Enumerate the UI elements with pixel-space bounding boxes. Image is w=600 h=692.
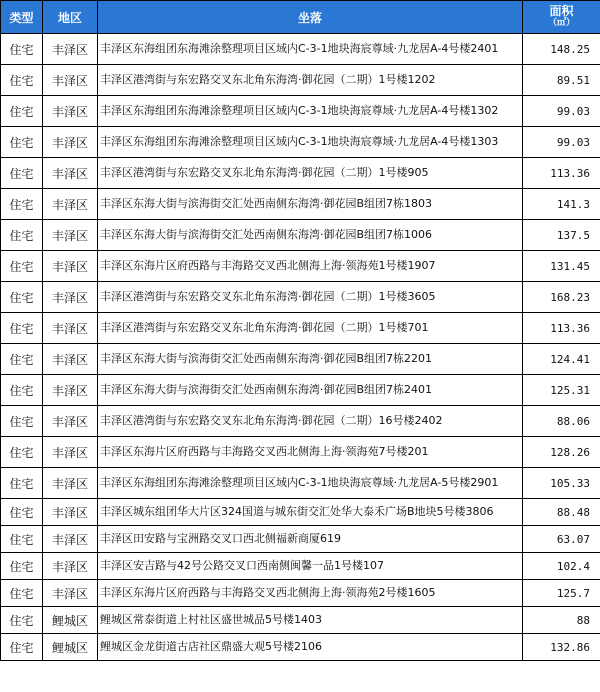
cell-area: 113.36: [523, 158, 600, 189]
table-row: [1, 34, 600, 65]
cell-address: 丰泽区港湾街与东宏路交叉东北角东海湾·御花园（二期）16号楼2402: [98, 406, 523, 437]
cell-area: 124.41: [523, 344, 600, 375]
table-row: [1, 634, 600, 661]
cell-type: 住宅: [1, 607, 43, 634]
cell-district: 丰泽区: [43, 344, 98, 375]
table-body: [1, 34, 600, 661]
cell-district: 丰泽区: [43, 65, 98, 96]
cell-area: 88.06: [523, 406, 600, 437]
table-row: [1, 251, 600, 282]
table-header: [1, 1, 600, 34]
cell-district: 丰泽区: [43, 127, 98, 158]
cell-district: 丰泽区: [43, 251, 98, 282]
cell-address: 丰泽区东海组团东海滩涂整理项目区域内C-3-1地块海宸尊域·九龙居A-4号楼2401: [98, 34, 523, 65]
cell-type: 住宅: [1, 282, 43, 313]
cell-type: 住宅: [1, 313, 43, 344]
cell-address: 丰泽区港湾街与东宏路交叉东北角东海湾·御花园（二期）1号楼905: [98, 158, 523, 189]
cell-address: 丰泽区东海大街与滨海街交汇处西南侧东海湾·御花园B组团7栋2201: [98, 344, 523, 375]
table-row: [1, 526, 600, 553]
cell-district: 丰泽区: [43, 96, 98, 127]
cell-district: 丰泽区: [43, 437, 98, 468]
cell-district: 丰泽区: [43, 499, 98, 526]
cell-type: 住宅: [1, 580, 43, 607]
cell-area: 125.31: [523, 375, 600, 406]
cell-address: 丰泽区城东组团华大片区324国道与城东街交汇处华大泰禾广场B地块5号楼3806: [98, 499, 523, 526]
cell-district: 鲤城区: [43, 634, 98, 661]
cell-area: 128.26: [523, 437, 600, 468]
table-row: [1, 437, 600, 468]
cell-district: 丰泽区: [43, 375, 98, 406]
cell-area: 125.7: [523, 580, 600, 607]
cell-type: 住宅: [1, 634, 43, 661]
cell-type: 住宅: [1, 127, 43, 158]
cell-area: 168.23: [523, 282, 600, 313]
cell-type: 住宅: [1, 553, 43, 580]
header-area-label: 面积: [549, 4, 574, 18]
cell-area: 131.45: [523, 251, 600, 282]
table-row: [1, 127, 600, 158]
cell-address: 丰泽区东海组团东海滩涂整理项目区域内C-3-1地块海宸尊域·九龙居A-4号楼1302: [98, 96, 523, 127]
header-row: [1, 1, 600, 34]
cell-type: 住宅: [1, 34, 43, 65]
cell-area: 141.3: [523, 189, 600, 220]
cell-district: 丰泽区: [43, 553, 98, 580]
cell-type: 住宅: [1, 406, 43, 437]
cell-type: 住宅: [1, 375, 43, 406]
cell-type: 住宅: [1, 437, 43, 468]
cell-area: 88.48: [523, 499, 600, 526]
table-row: [1, 65, 600, 96]
table-row: [1, 406, 600, 437]
cell-area: 63.07: [523, 526, 600, 553]
header-area-unit: （㎡）: [547, 18, 575, 28]
cell-district: 丰泽区: [43, 406, 98, 437]
cell-area: 105.33: [523, 468, 600, 499]
cell-district: 丰泽区: [43, 313, 98, 344]
cell-area: 137.5: [523, 220, 600, 251]
cell-address: 丰泽区东海片区府西路与丰海路交叉西北侧海上海·领海苑2号楼1605: [98, 580, 523, 607]
cell-address: 丰泽区安吉路与42号公路交叉口西南侧闽馨一品1号楼107: [98, 553, 523, 580]
table-row: [1, 553, 600, 580]
cell-area: 88: [523, 607, 600, 634]
header-area: [523, 1, 600, 34]
cell-address: 丰泽区港湾街与东宏路交叉东北角东海湾·御花园（二期）1号楼3605: [98, 282, 523, 313]
cell-address: 鲤城区常泰街道上村社区盛世城品5号楼1403: [98, 607, 523, 634]
table-row: [1, 189, 600, 220]
cell-address: 丰泽区东海组团东海滩涂整理项目区域内C-3-1地块海宸尊域·九龙居A-4号楼1303: [98, 127, 523, 158]
cell-district: 丰泽区: [43, 34, 98, 65]
cell-type: 住宅: [1, 344, 43, 375]
table-row: [1, 344, 600, 375]
table-row: [1, 220, 600, 251]
cell-type: 住宅: [1, 65, 43, 96]
cell-type: 住宅: [1, 96, 43, 127]
cell-district: 丰泽区: [43, 580, 98, 607]
cell-address: 丰泽区田安路与宝洲路交叉口西北侧福新商厦619: [98, 526, 523, 553]
header-address: 坐落: [98, 1, 523, 34]
cell-district: 丰泽区: [43, 220, 98, 251]
cell-area: 113.36: [523, 313, 600, 344]
cell-address: 丰泽区东海组团东海滩涂整理项目区域内C-3-1地块海宸尊域·九龙居A-5号楼2901: [98, 468, 523, 499]
cell-area: 99.03: [523, 96, 600, 127]
cell-area: 132.86: [523, 634, 600, 661]
cell-address: 丰泽区东海大街与滨海街交汇处西南侧东海湾·御花园B组团7栋2401: [98, 375, 523, 406]
cell-district: 丰泽区: [43, 526, 98, 553]
cell-address: 丰泽区东海片区府西路与丰海路交叉西北侧海上海·领海苑1号楼1907: [98, 251, 523, 282]
cell-address: 丰泽区东海大街与滨海街交汇处西南侧东海湾·御花园B组团7栋1006: [98, 220, 523, 251]
cell-type: 住宅: [1, 251, 43, 282]
cell-area: 89.51: [523, 65, 600, 96]
cell-type: 住宅: [1, 468, 43, 499]
header-type: 类型: [1, 1, 43, 34]
cell-area: 99.03: [523, 127, 600, 158]
table-row: [1, 468, 600, 499]
cell-type: 住宅: [1, 220, 43, 251]
cell-address: 丰泽区港湾街与东宏路交叉东北角东海湾·御花园（二期）1号楼701: [98, 313, 523, 344]
table-row: [1, 499, 600, 526]
table-row: [1, 607, 600, 634]
cell-district: 丰泽区: [43, 189, 98, 220]
table-row: [1, 313, 600, 344]
cell-district: 丰泽区: [43, 158, 98, 189]
cell-district: 鲤城区: [43, 607, 98, 634]
cell-type: 住宅: [1, 158, 43, 189]
table-row: [1, 96, 600, 127]
cell-address: 丰泽区港湾街与东宏路交叉东北角东海湾·御花园（二期）1号楼1202: [98, 65, 523, 96]
table-row: [1, 375, 600, 406]
cell-type: 住宅: [1, 499, 43, 526]
cell-type: 住宅: [1, 189, 43, 220]
cell-area: 148.25: [523, 34, 600, 65]
cell-district: 丰泽区: [43, 468, 98, 499]
table-row: [1, 282, 600, 313]
header-district: 地区: [43, 1, 98, 34]
cell-type: 住宅: [1, 526, 43, 553]
cell-address: 丰泽区东海大街与滨海街交汇处西南侧东海湾·御花园B组团7栋1803: [98, 189, 523, 220]
cell-district: 丰泽区: [43, 282, 98, 313]
cell-address: 鲤城区金龙街道古店社区鼎盛大观5号楼2106: [98, 634, 523, 661]
cell-area: 102.4: [523, 553, 600, 580]
cell-address: 丰泽区东海片区府西路与丰海路交叉西北侧海上海·领海苑7号楼201: [98, 437, 523, 468]
table-row: [1, 158, 600, 189]
table-row: [1, 580, 600, 607]
